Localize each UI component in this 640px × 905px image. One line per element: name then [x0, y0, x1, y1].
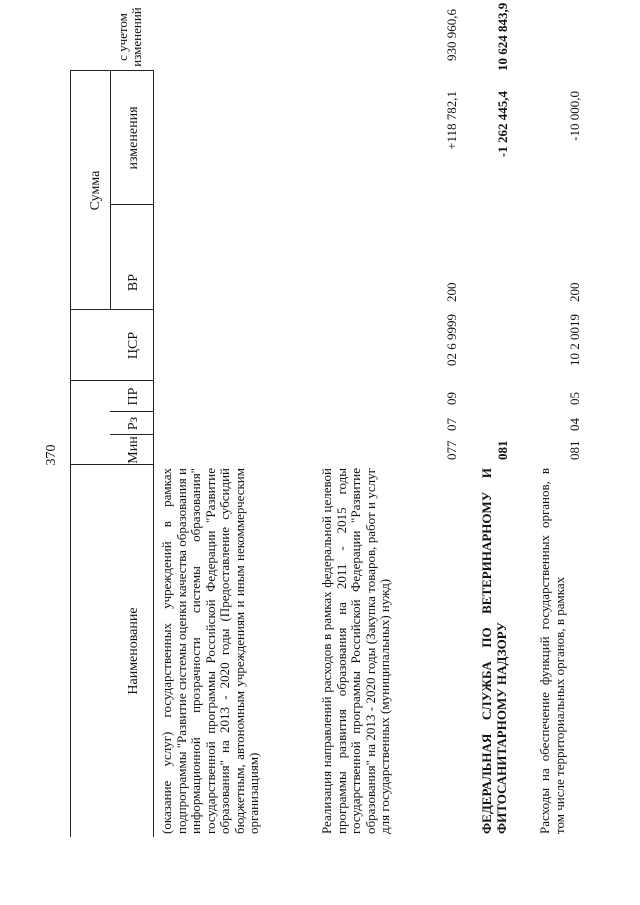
- row-4-min: 081: [567, 440, 582, 460]
- header-bottom-border: [153, 71, 154, 837]
- page-number: 370: [44, 444, 59, 466]
- header-rz: Рз: [126, 416, 141, 431]
- header-changes: изменения: [126, 106, 141, 170]
- header-vr: ВР: [126, 273, 141, 292]
- row-2-rz: 07: [444, 418, 459, 431]
- row-4-vr: 200: [567, 282, 582, 302]
- row-1-name: (оказание услуг) государственных учреждений в рамках подпрограммы "Развитие системы оценки качества образования и информационной прозрачности системы образования" государственной программы Российской Федерации "Развитие образования" на 2013 - 2020 годы (Предоставление субсидий бюджетным, автономным учреждениям и иным некоммерческим организациям): [159, 468, 261, 834]
- row-2-vr: 200: [444, 282, 459, 302]
- row-4-change: -10 000,0: [567, 91, 582, 141]
- row-4-csr: 10 2 0019: [567, 314, 582, 366]
- row-4-name: Расходы на обеспечение функций государственных органов, в том числе территориальных органов, в рамках: [537, 468, 567, 834]
- sum-group-divider: [110, 71, 111, 310]
- header-min: Мин: [126, 436, 141, 464]
- row-4-pr: 05: [567, 392, 582, 405]
- row-2-min: 077: [444, 440, 459, 460]
- header-name: Наименование: [126, 607, 141, 695]
- row-3-name: ФЕДЕРАЛЬНАЯ СЛУЖБА ПО ВЕТЕРИНАРНОМУ И ФИТОСАНИТАРНОМУ НАДЗОРУ: [479, 468, 509, 834]
- row-4-rz: 04: [567, 418, 582, 431]
- header-with-changes: с учетом изменений: [115, 7, 144, 67]
- table-top-border: [70, 71, 71, 837]
- row-2-pr: 09: [444, 392, 459, 405]
- header-csr: ЦСР: [126, 331, 141, 360]
- row-2-name: Реализация направлений расходов в рамках федеральной целевой программы развития образования на 2011 - 2015 годы государственной программы Российской Федерации "Развитие образования" на 2013 - 2020 годы (Закупка товаров, работ и услуг для государственных (муниципальных) нужд): [319, 468, 392, 834]
- row-2-csr: 02 6 9999: [444, 314, 459, 366]
- row-3-change: -1 262 445,4: [495, 91, 510, 158]
- header-sum: Сумма: [88, 170, 103, 211]
- row-3-min: 081: [495, 440, 510, 460]
- row-3-total: 10 624 843,9: [495, 2, 510, 71]
- row-2-total: 930 960,6: [444, 9, 459, 61]
- row-2-change: +118 782,1: [444, 91, 459, 150]
- header-pr: ПР: [126, 387, 141, 406]
